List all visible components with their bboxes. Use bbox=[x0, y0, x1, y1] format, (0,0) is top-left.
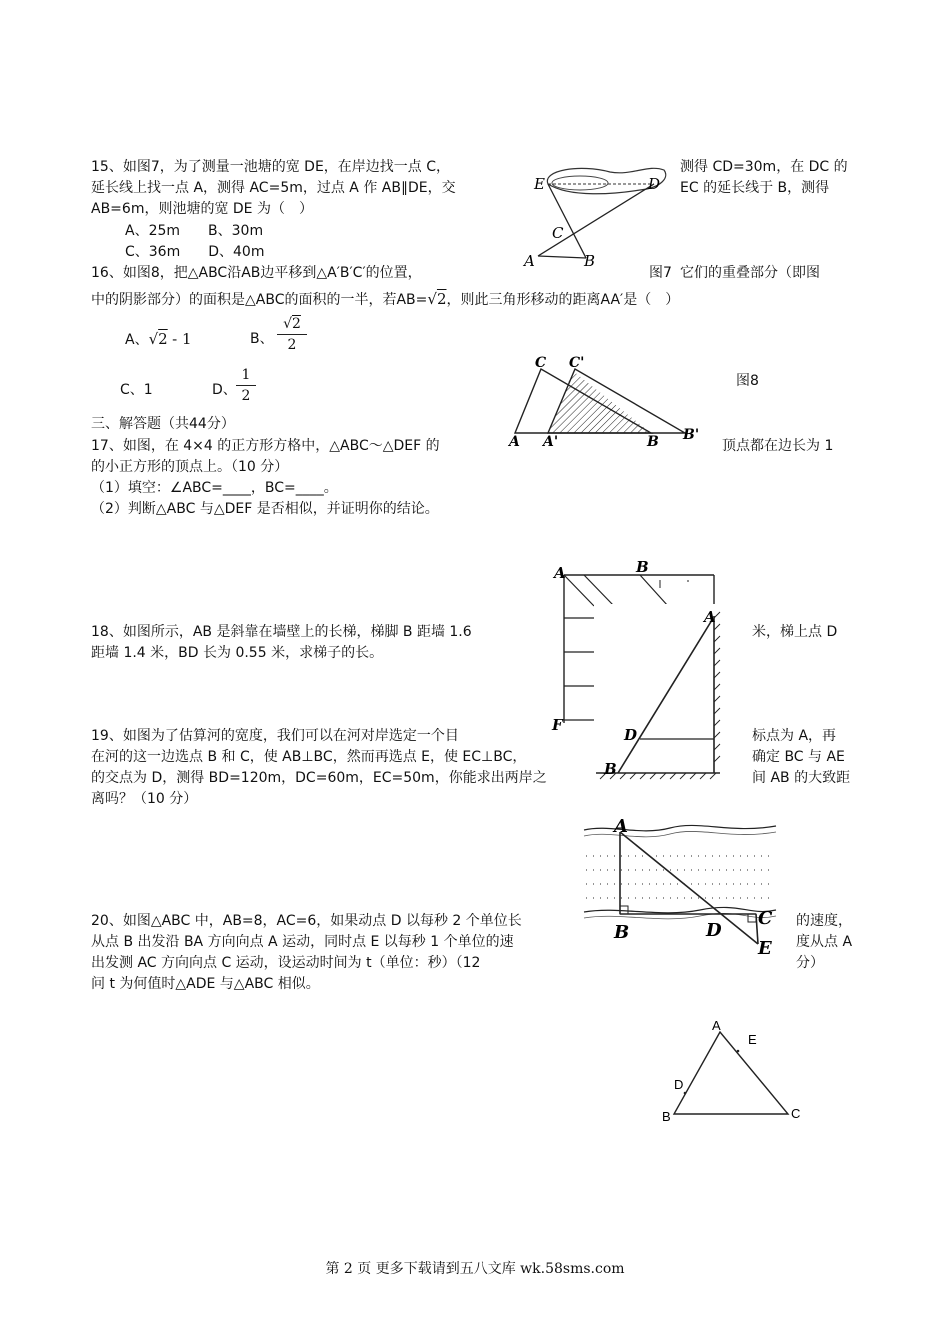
q19-line3: 的交点为 D，测得 BD=120m，DC=60m，EC=50m，你能求出两岸之 bbox=[91, 770, 547, 786]
figure-7-pond bbox=[520, 158, 670, 270]
q16-line2 bbox=[91, 289, 679, 310]
q20-line4: 问 t 为何值时△ADE 与△ABC 相似。 bbox=[91, 976, 320, 992]
f19-label-e: E bbox=[758, 938, 772, 958]
q17-line4: （2）判断△ABC 与△DEF 是否相似，并证明你的结论。 bbox=[91, 501, 439, 517]
f20-label-c: C bbox=[791, 1106, 801, 1121]
figure-8-translated-triangles bbox=[505, 353, 715, 449]
f8-label-a-prime: A' bbox=[543, 434, 559, 449]
q15-line3: AB=6m，则池塘的宽 DE 为（ ） bbox=[91, 201, 313, 217]
q18-line1-right: 米，梯上点 D bbox=[752, 624, 838, 640]
page-footer: 第 2 页 更多下载请到五八文库 wk.58sms.com bbox=[325, 1261, 625, 1277]
f19-label-c: C bbox=[758, 908, 773, 929]
f18-label-d: D bbox=[624, 726, 638, 744]
figure-19-river bbox=[580, 808, 780, 958]
q16-sqrt-symbol: √2 bbox=[427, 290, 447, 308]
figure-18-ladder bbox=[548, 558, 728, 784]
q16-line2-text-a: 中的阴影部分）的面积是△ABC的面积的一半，若AB= bbox=[91, 292, 428, 308]
q16-option-a-label: A、 bbox=[125, 332, 149, 348]
q16-option-a-radicand: 2 bbox=[158, 330, 168, 348]
q16-line1-right: 它们的重叠部分（即图 bbox=[680, 265, 820, 281]
q15-options-ab: A、25m B、30m bbox=[125, 223, 264, 239]
q16-option-b-den: 2 bbox=[287, 337, 297, 353]
q15-line2: 延长线上找一点 A，测得 AC=5m，过点 A 作 AB∥DE，交 bbox=[91, 180, 456, 196]
q20-line2: 从点 B 出发沿 BA 方向向点 A 运动，同时点 E 以每秒 1 个单位的速 bbox=[91, 934, 514, 950]
q16-option-b-num: 2 bbox=[292, 316, 301, 332]
q16-option-b-label: B、 bbox=[250, 331, 274, 347]
q15-options-cd: C、36m D、40m bbox=[125, 244, 265, 260]
q20-line3-right: 分） bbox=[796, 955, 824, 971]
q20-line3: 出发测 AC 方向向点 C 运动，设运动时间为 t（单位：秒）（12 bbox=[91, 955, 481, 971]
q16-option-c: C、1 bbox=[120, 382, 153, 398]
q19-line2: 在河的这一边选点 B 和 C，使 AB⊥BC，然而再选点 E，使 EC⊥BC， bbox=[91, 749, 527, 765]
q20-line1: 20、如图△ABC 中，AB=8，AC=6，如果动点 D 以每秒 2 个单位长 bbox=[91, 913, 522, 929]
q16-option-d-fraction bbox=[236, 365, 256, 406]
q15-line1: 15、如图7，为了测量一池塘的宽 DE，在岸边找一点 C， bbox=[91, 159, 451, 175]
f20-label-d: D bbox=[674, 1077, 684, 1092]
f17-label-f: F bbox=[552, 716, 563, 734]
figure-20-triangle bbox=[656, 1014, 806, 1126]
q16-option-b-fraction: $\frac{√2}{2}$ bbox=[277, 314, 307, 355]
q17-line3: （1）填空：∠ABC=____，BC=____。 bbox=[91, 480, 338, 496]
q18-line2: 距墙 1.4 米，BD 长为 0.55 米，求梯子的长。 bbox=[91, 645, 384, 661]
q16-sqrt-value: 2 bbox=[436, 290, 447, 308]
q16-option-a-sqrt: √2 bbox=[148, 330, 168, 348]
q20-line1-right: 的速度， bbox=[796, 913, 852, 929]
f7-label-e: E bbox=[534, 175, 545, 193]
q19-line4: 离吗？（10 分） bbox=[91, 791, 198, 807]
f7-label-c: C bbox=[552, 224, 564, 242]
q16-line2-text-b: ，则此三角形移动的距离AA′是（ ） bbox=[446, 292, 680, 308]
q19-line1-right: 标点为 A，再 bbox=[752, 728, 837, 744]
q15-line1-right: 测得 CD=30m，在 DC 的 bbox=[680, 159, 848, 175]
q19-line3-right: 间 AB 的大致距 bbox=[752, 770, 851, 786]
f20-label-e: E bbox=[748, 1032, 757, 1047]
figure-8-caption: 图8 bbox=[736, 373, 759, 389]
q16-option-a-tail: - 1 bbox=[172, 330, 192, 348]
f18-label-b: B bbox=[604, 760, 617, 778]
f20-label-b: B bbox=[662, 1109, 671, 1124]
f8-label-a: A bbox=[509, 434, 520, 449]
f7-label-b: B bbox=[584, 252, 596, 270]
f19-label-d: D bbox=[706, 920, 722, 941]
q18-line1: 18、如图所示，AB 是斜靠在墙壁上的长梯，梯脚 B 距墙 1.6 bbox=[91, 624, 472, 640]
q16-option-a bbox=[125, 329, 192, 350]
q17-line2: 的小正方形的顶点上。（10 分） bbox=[91, 459, 289, 475]
q16-option-d-den: 2 bbox=[241, 388, 251, 404]
figure-7-caption: 图7 bbox=[649, 265, 672, 281]
f18-label-a: A bbox=[704, 608, 716, 626]
f17-label-b: B bbox=[636, 558, 649, 576]
f17-label-a: A bbox=[554, 564, 566, 582]
q17-line1: 17、如图，在 4×4 的正方形方格中，△ABC～△DEF 的 bbox=[91, 438, 440, 454]
q17-line1-right: 顶点都在边长为 1 bbox=[722, 438, 834, 454]
f7-label-d: D bbox=[648, 175, 661, 193]
q19-line2-right: 确定 BC 与 AE bbox=[752, 749, 845, 765]
q16-option-d-label: D、 bbox=[212, 382, 237, 398]
q20-line2-right: 度从点 A bbox=[796, 934, 853, 950]
f7-label-a: A bbox=[524, 252, 535, 270]
f19-label-b: B bbox=[614, 922, 630, 943]
f8-label-c-prime: C' bbox=[569, 355, 585, 371]
f8-label-b: B bbox=[647, 434, 659, 449]
q16-option-d-num: 1 bbox=[236, 365, 256, 386]
q15-line2-right: EC 的延长线于 B，测得 bbox=[680, 180, 830, 196]
section-3-heading: 三、解答题（共44分） bbox=[91, 416, 235, 432]
q16-line1: 16、如图8，把△ABC沿AB边平移到△A′B′C′的位置， bbox=[91, 265, 422, 281]
f19-label-a: A bbox=[614, 816, 628, 837]
f20-label-a: A bbox=[712, 1018, 721, 1033]
f8-label-b-prime: B' bbox=[683, 427, 700, 443]
q19-line1: 19、如图为了估算河的宽度，我们可以在河对岸选定一个目 bbox=[91, 728, 459, 744]
f8-label-c: C bbox=[535, 355, 547, 371]
